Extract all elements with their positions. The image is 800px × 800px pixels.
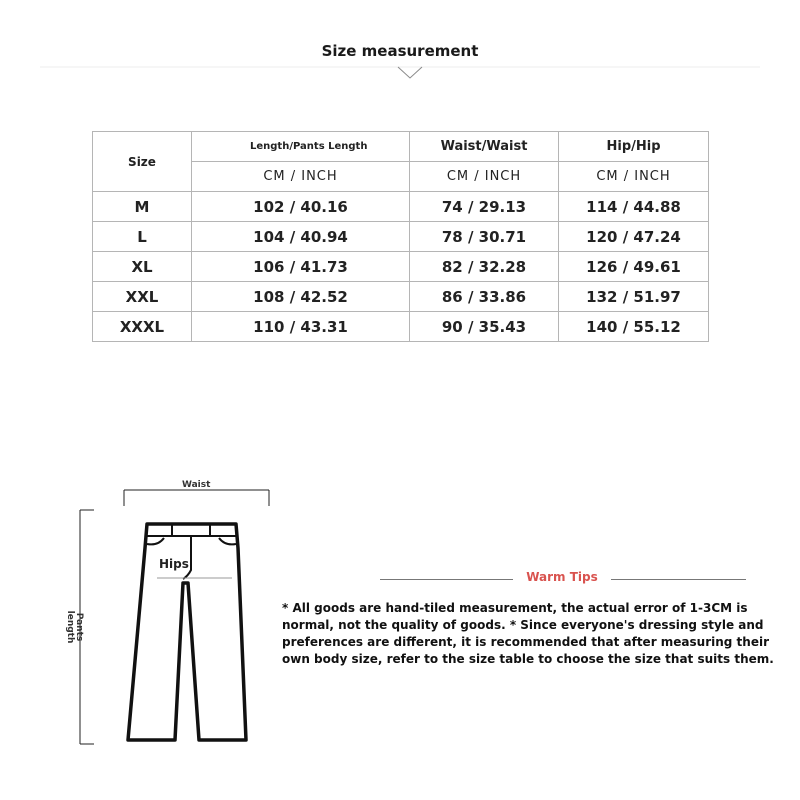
length-unit: CM / INCH: [192, 162, 410, 192]
hips-label: Hips: [159, 557, 189, 571]
title-divider: [40, 64, 760, 84]
waist-cell: 90 / 35.43: [410, 312, 559, 342]
size-cell: XXL: [93, 282, 192, 312]
table-row: [93, 192, 709, 222]
tips-divider-left: [380, 579, 513, 580]
table-header-row: [93, 132, 709, 162]
size-cell: XXXL: [93, 312, 192, 342]
waist-cell: 78 / 30.71: [410, 222, 559, 252]
length-cell: 106 / 41.73: [192, 252, 410, 282]
warm-tips-title: Warm Tips: [526, 570, 598, 584]
hip-cell: 140 / 55.12: [559, 312, 709, 342]
size-cell: L: [93, 222, 192, 252]
length-cell: 102 / 40.16: [192, 192, 410, 222]
table-row: [93, 312, 709, 342]
waist-column-header: Waist/Waist: [410, 132, 559, 162]
hip-cell: 120 / 47.24: [559, 222, 709, 252]
length-cell: 108 / 42.52: [192, 282, 410, 312]
pants-diagram: [60, 478, 280, 753]
size-cell: M: [93, 192, 192, 222]
warm-tips-header: [380, 570, 746, 588]
waist-cell: 74 / 29.13: [410, 192, 559, 222]
size-column-header: Size: [93, 132, 192, 192]
warm-tips-text: * All goods are hand-tiled measurement, the actual error of 1-3CM is normal, not the quality of goods. * Since everyone's dressing style and preferences are different, it is recommended that after measuring their own body size, refer to the size table to choose the size that suits them.: [282, 601, 774, 666]
hip-column-header: Hip/Hip: [559, 132, 709, 162]
waist-cell: 86 / 33.86: [410, 282, 559, 312]
size-cell: XL: [93, 252, 192, 282]
hip-cell: 114 / 44.88: [559, 192, 709, 222]
length-cell: 104 / 40.94: [192, 222, 410, 252]
table-row: [93, 222, 709, 252]
hip-cell: 132 / 51.97: [559, 282, 709, 312]
hip-unit: CM / INCH: [559, 162, 709, 192]
table-row: [93, 282, 709, 312]
waist-cell: 82 / 32.28: [410, 252, 559, 282]
hip-cell: 126 / 49.61: [559, 252, 709, 282]
waist-label: Waist: [182, 480, 211, 490]
size-table: [92, 131, 709, 342]
table-row: [93, 252, 709, 282]
pants-length-label: Pants length: [65, 610, 84, 644]
pants-outline-icon: [60, 478, 280, 753]
length-cell: 110 / 43.31: [192, 312, 410, 342]
tips-divider-right: [611, 579, 746, 580]
page-title: Size measurement: [321, 42, 479, 60]
waist-unit: CM / INCH: [410, 162, 559, 192]
length-column-header: Length/Pants Length: [192, 132, 410, 162]
